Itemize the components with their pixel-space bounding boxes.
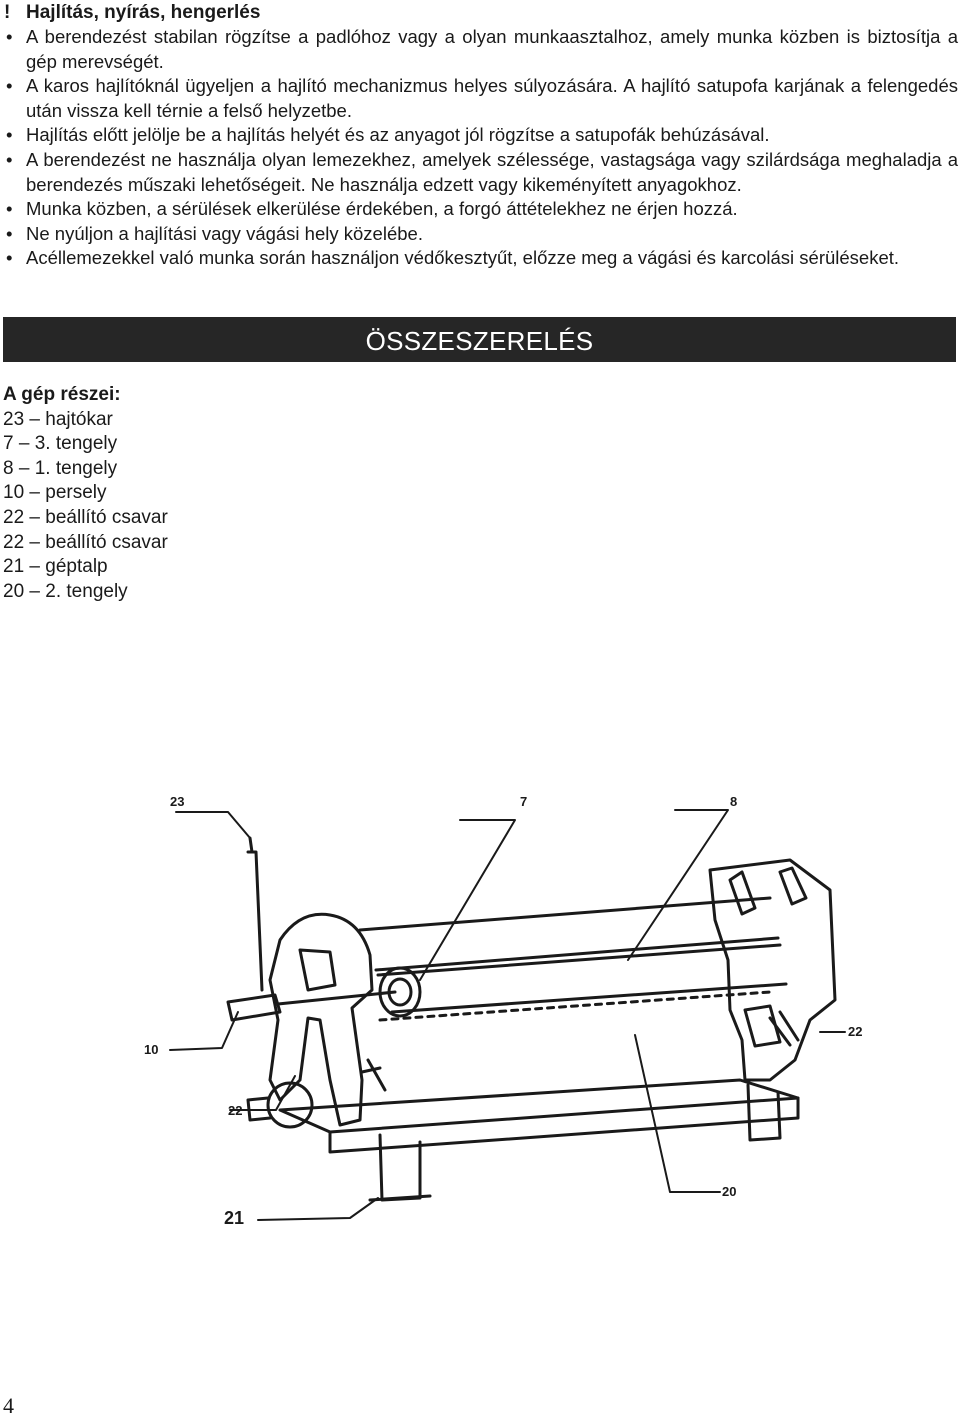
rule-text: Acéllemezekkel való munka során használjon védőkesztyűt, előzze meg a vágási és karcolási sérüléseket.	[26, 247, 900, 269]
leader-line-bushing	[170, 1012, 238, 1050]
part-number: 21	[3, 556, 25, 578]
right-housing-slots	[730, 868, 806, 914]
part-row	[3, 506, 168, 531]
crank-shaft	[278, 992, 395, 1004]
bullet: •	[6, 247, 13, 269]
part-row	[3, 555, 168, 580]
left-adjusting-screw	[362, 1060, 385, 1090]
rule-text: A berendezést ne használja olyan lemezekhez, amelyek szélessége, vastagsága vagy szilárdsága meghaladja a berendezés műszaki lehetőségeit. Ne használja edzett vagy kikeményített anyagokhoz.	[26, 148, 958, 195]
bullet: •	[6, 198, 13, 220]
rear-shaft	[380, 992, 770, 1020]
crank-handle	[248, 838, 262, 990]
bullet: •	[6, 26, 13, 47]
list-item	[0, 25, 958, 74]
section-heading-text: Hajlítás, nyírás, hengerlés	[26, 2, 261, 23]
right-foot	[748, 1085, 780, 1140]
right-housing	[710, 860, 835, 1080]
rule-text: A berendezést stabilan rögzítse a padlóhoz vagy a olyan munkaasztalhoz, amely munka közben is biztosítja a gép merevségét.	[26, 26, 958, 72]
part-row	[3, 408, 168, 433]
parts-list-title: A gép részei:	[3, 384, 121, 405]
warning-mark: !	[4, 2, 11, 23]
roller-machine-drawing	[130, 780, 870, 1250]
part-name: beállító csavar	[45, 506, 168, 528]
rule-text: Hajlítás előtt jelölje be a hajlítás helyét és az anyagot jól rögzítse a satupofák behúzásával.	[26, 124, 770, 146]
rule-text: A karos hajlítóknál ügyeljen a hajlító mechanizmus helyes súlyozására. A hajlító satupofa karjának a felengedés után vissza kell térnie a felső helyzetbe.	[26, 75, 958, 121]
bullet: •	[6, 148, 13, 170]
part-name: 2. tengely	[45, 580, 128, 602]
part-row	[3, 531, 168, 556]
parts-list	[3, 383, 168, 604]
list-item	[0, 246, 958, 271]
callout-shaft1: 8	[730, 794, 738, 809]
list-item	[0, 197, 958, 222]
page-number: 4	[3, 1393, 14, 1418]
part-number: 22	[3, 531, 25, 553]
callout-bushing: 10	[144, 1042, 159, 1057]
callout-shaft3: 7	[520, 794, 528, 809]
part-dash: –	[29, 506, 40, 528]
part-dash: –	[29, 482, 40, 504]
list-item	[0, 148, 958, 197]
safety-rules-list	[0, 25, 958, 271]
part-name: 1. tengely	[34, 457, 118, 479]
left-housing-window	[300, 950, 335, 990]
part-row	[3, 580, 168, 605]
rule-text: Ne nyúljon a hajlítási vagy vágási hely közelébe.	[26, 222, 423, 244]
list-item	[0, 222, 958, 247]
part-row	[3, 481, 168, 506]
leader-line-shaft3	[420, 820, 515, 980]
part-name: beállító csavar	[45, 531, 168, 553]
list-item	[0, 123, 958, 148]
list-item	[0, 74, 958, 123]
part-number: 8	[3, 457, 14, 479]
bullet: •	[6, 124, 13, 146]
part-dash: –	[29, 580, 40, 602]
callout-screw-left: 22	[228, 1103, 243, 1118]
leader-line-crank	[176, 812, 250, 838]
callout-screw-right: 22	[848, 1024, 863, 1039]
section-title-bar	[3, 317, 956, 362]
bullet: •	[6, 75, 13, 97]
part-name: hajtókar	[45, 408, 113, 430]
part-name: persely	[45, 482, 107, 504]
part-dash: –	[29, 408, 40, 430]
part-row	[3, 432, 168, 457]
part-number: 10	[3, 482, 25, 504]
part-number: 7	[3, 433, 14, 455]
part-dash: –	[29, 556, 40, 578]
section-heading	[4, 2, 260, 24]
callout-crank: 23	[170, 794, 185, 809]
base-frame-side	[330, 1098, 798, 1152]
part-dash: –	[18, 457, 30, 479]
part-number: 23	[3, 408, 25, 430]
rule-text: Munka közben, a sérülések elkerülése érdekében, a forgó áttételekhez ne érjen hozzá.	[26, 198, 738, 220]
part-dash: –	[18, 433, 30, 455]
section-title: ÖSSZESZERELÉS	[365, 326, 594, 356]
part-number: 20	[3, 580, 25, 602]
part-name: 3. tengely	[34, 433, 118, 455]
callout-shaft2: 20	[722, 1184, 737, 1199]
callout-base: 21	[224, 1208, 245, 1228]
part-row	[3, 457, 168, 482]
part-name: géptalp	[45, 556, 108, 578]
leader-line-base	[258, 1198, 378, 1220]
bullet: •	[6, 222, 13, 244]
part-number: 22	[3, 506, 25, 528]
leader-line-shaft2	[635, 1035, 720, 1192]
machine-diagram	[130, 780, 870, 1250]
part-dash: –	[29, 531, 40, 553]
